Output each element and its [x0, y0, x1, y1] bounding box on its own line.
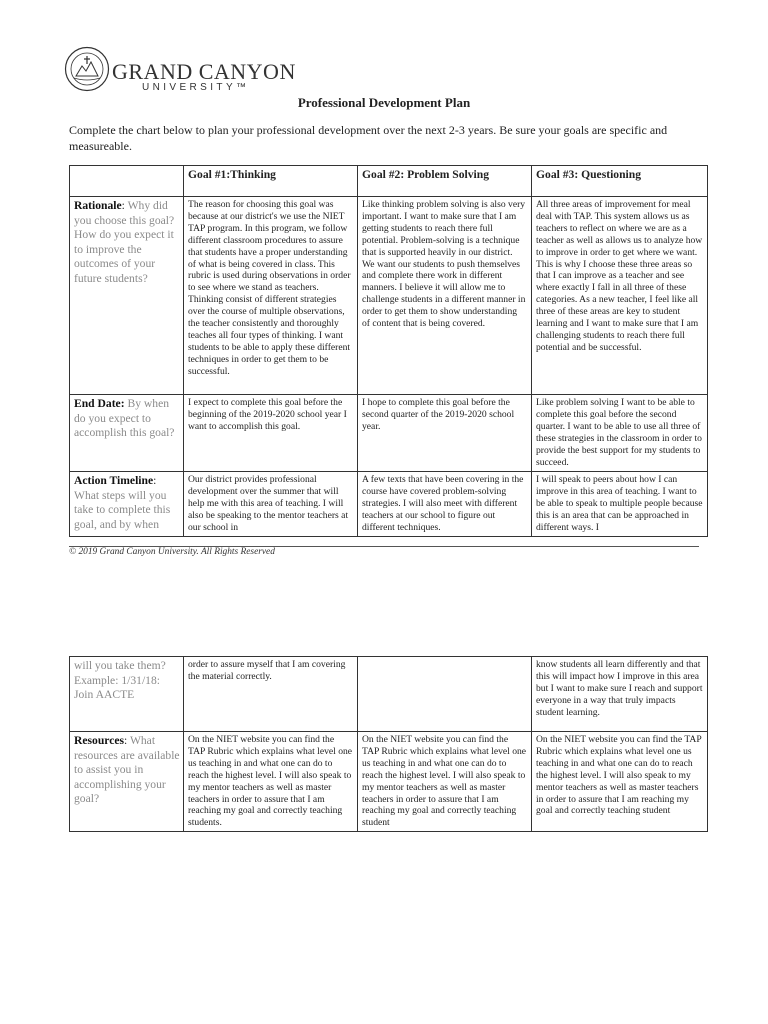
- plan-table: [69, 165, 708, 537]
- table-cell: Like problem solving I want to be able to complete this goal before the second quarter. I want to be able to use all three of these strategies in the classroom in order to provide the best support for my students to succeed.: [532, 395, 708, 472]
- row-question: Why did you choose this goal? How do you expect it to improve the outcomes of your future students?: [74, 199, 175, 285]
- row-label-colon: :: [124, 734, 128, 747]
- row-label-colon: :: [153, 474, 157, 487]
- logo-subtitle: UNIVERSITY™: [142, 82, 250, 93]
- row-question: will you take them? Example: 1/31/18: Join AACTE: [74, 659, 166, 701]
- university-seal-icon: [64, 46, 110, 92]
- row-label: Resources: [74, 734, 125, 747]
- table-row-rationale: [70, 197, 708, 395]
- table-cell: know students all learn differently and that this will impact how I improve in this area but I want to make sure I reach and support everyone in a way that truly impacts student learning.: [532, 657, 708, 732]
- row-question: What resources are available to assist you in accomplishing your goal?: [74, 734, 180, 805]
- row-label: Rationale: [74, 199, 122, 212]
- table-cell: I hope to complete this goal before the second quarter of the 2019-2020 school year.: [358, 395, 532, 472]
- row-label-colon: :: [121, 199, 125, 212]
- row-label-cell: [70, 657, 184, 732]
- table-cell: I will speak to peers about how I can improve in this area of teaching. I want to be able to speak to multiple people because this is an area that can be approached in different ways. I: [532, 472, 708, 537]
- table-row-resources: [70, 732, 708, 832]
- table-header-row: [70, 166, 708, 197]
- table-cell: order to assure myself that I am covering the material correctly.: [184, 657, 358, 732]
- table-row-end-date: [70, 395, 708, 472]
- copyright-footer: © 2019 Grand Canyon University. All Rights Reserved: [69, 547, 275, 557]
- row-question: By when do you expect to accomplish this goal?: [74, 397, 175, 439]
- row-label: Action Timeline: [74, 474, 154, 487]
- table-row-action-timeline: [70, 472, 708, 537]
- table-cell: On the NIET website you can find the TAP Rubric which explains what level one us teaching in and what one can do to reach the highest level. I will also speak to my mentor teachers as well as master teachers in order to assure that I am reaching my goal and correctly teaching student: [532, 732, 708, 832]
- row-label-cell: [70, 395, 184, 472]
- table-cell: [358, 657, 532, 732]
- header-cell-blank: [70, 166, 184, 197]
- table-cell: I expect to complete this goal before the beginning of the 2019-2020 school year I want to accomplish this goal.: [184, 395, 358, 472]
- table-cell: Like thinking problem solving is also very important. I want to make sure that I am getting students to reach there full potential. Problem-solving is a technique that is supported heavily in our district. We want our students to push themselves and complete there work in different manners. I believe it will allow me to challenge students in a different manner in order to get them to show understanding of content that is being covered.: [358, 197, 532, 395]
- table-cell: Our district provides professional development over the summer that will help me with this area of teaching. I will also be speaking to the mentor teachers at our school in: [184, 472, 358, 537]
- row-label: End Date:: [74, 397, 125, 410]
- table-cell: All three areas of improvement for meal deal with TAP. This system allows us as teachers to reflect on where we are as a teacher as well as allows us to analyze how to improve in order to get where we want. This is why I choose these three areas so that I can improve as a teacher and see where exactly I fall in all three of these categories. As a new teacher, I feel like all three of these areas are key to student learning and I want to make sure that I am challenging students to reach there full potential and be successful.: [532, 197, 708, 395]
- table-cell: On the NIET website you can find the TAP Rubric which explains what level one us teaching in and what one can do to reach the highest level. I will also speak to my mentor teachers as well as master teachers in order to assure that I am reaching my goal and correctly teaching students.: [184, 732, 358, 832]
- header-goal-1: Goal #1:Thinking: [184, 166, 358, 197]
- header-goal-2: Goal #2: Problem Solving: [358, 166, 532, 197]
- table-cell: A few texts that have been covering in the course have covered problem-solving strategies. I will also meet with different teachers at our school to figure out different techniques.: [358, 472, 532, 537]
- header-goal-3: Goal #3: Questioning: [532, 166, 708, 197]
- row-label-cell: [70, 472, 184, 537]
- plan-table-continued: [69, 656, 708, 832]
- gcu-logo: [64, 46, 296, 94]
- logo-wordmark: GRAND CANYON: [112, 59, 296, 84]
- row-label-cell: [70, 732, 184, 832]
- intro-text: Complete the chart below to plan your professional development over the next 2-3 years. Be sure your goals are specific and measureable.: [69, 123, 668, 153]
- table-row-action-timeline-continued: [70, 657, 708, 732]
- page-title: Professional Development Plan: [297, 95, 471, 110]
- row-label-cell: [70, 197, 184, 395]
- table-cell: On the NIET website you can find the TAP Rubric which explains what level one us teaching in and what one can do to reach the highest level. I will also speak to my mentor teachers as well as master teachers in order to assure that I am reaching my goal and correctly teaching student: [358, 732, 532, 832]
- table-cell: The reason for choosing this goal was because at our district's we use the NIET TAP program. In this program, we follow different classroom procedures to assure that students have a proper understanding of what is being covered in class. This rubric is used during observations in order to see where we stand as teachers. Thinking consist of different strategies over the course of multiple observations, the teacher consistently and thoroughly teaches all four types of thinking. I want students to be able to apply these different techniques in order to get them to be successful.: [184, 197, 358, 395]
- row-question: What steps will you take to complete this goal, and by when: [74, 488, 171, 531]
